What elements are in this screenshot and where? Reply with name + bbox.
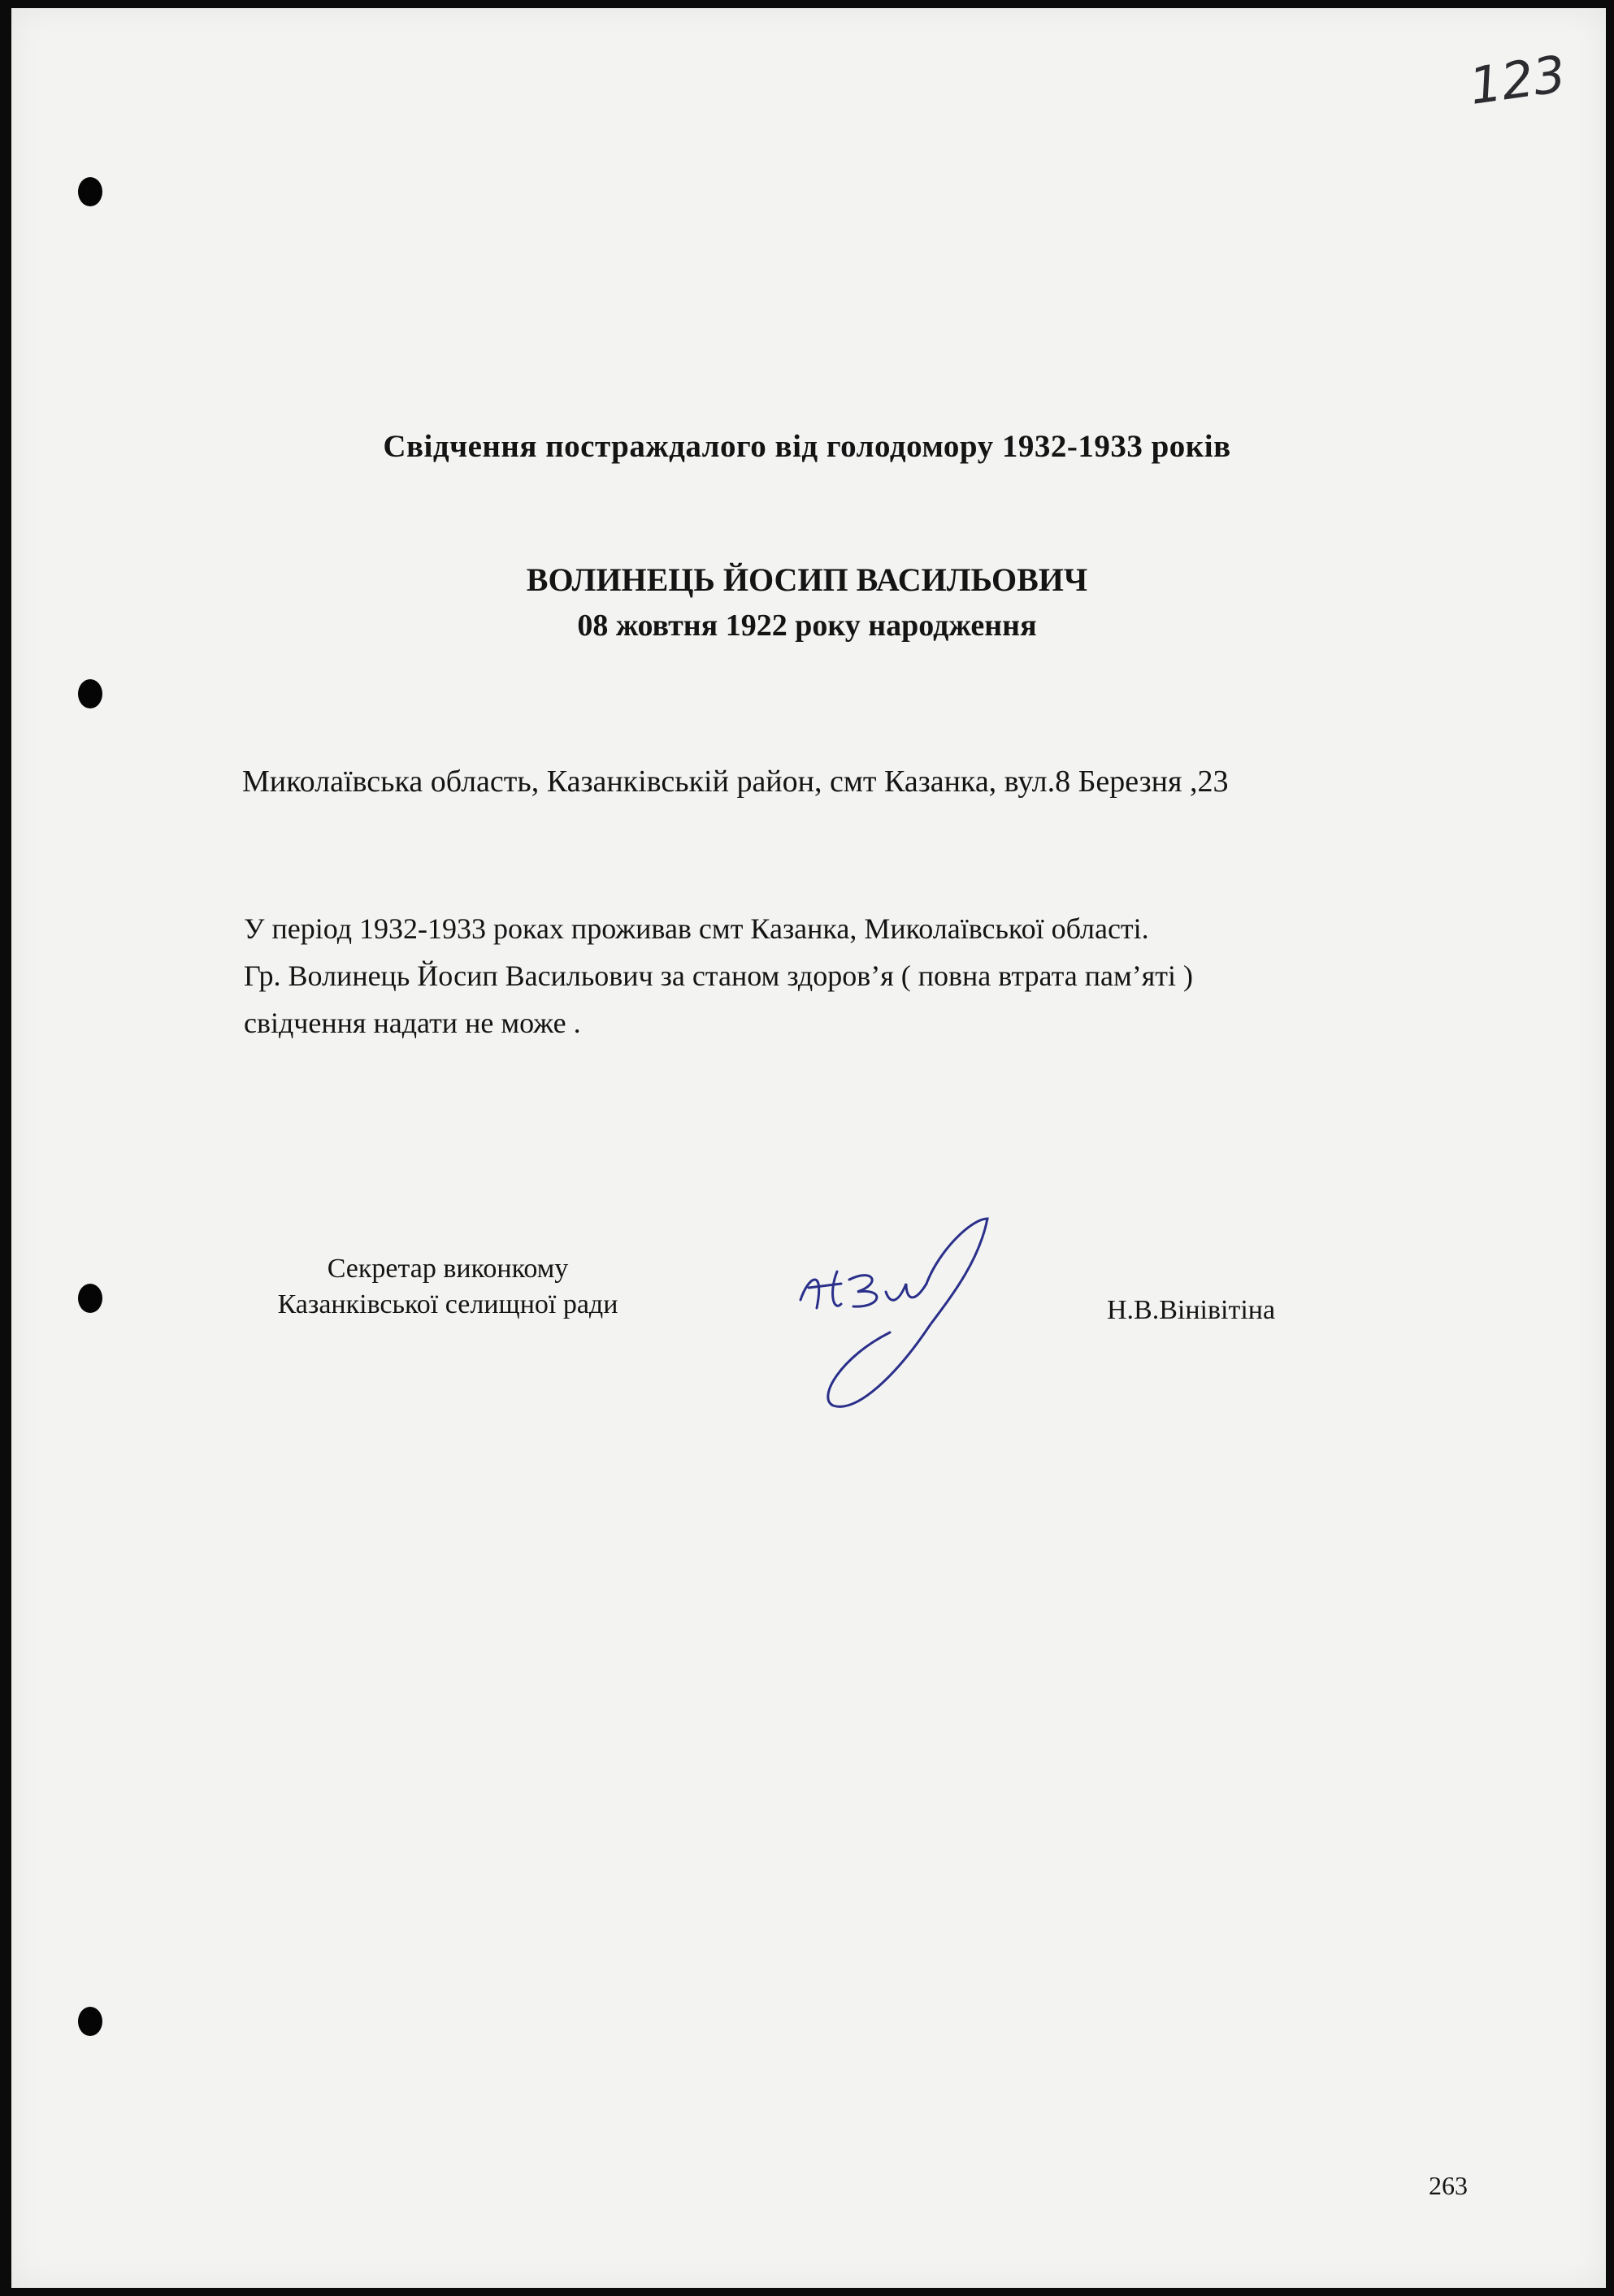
handwritten-signature [792,1202,1044,1438]
birth-date: 08 жовтня 1922 року народження [577,609,1037,643]
signatory-title-line: Казанківської селищної ради [277,1289,618,1319]
punch-hole [78,679,102,708]
body-line: свідчення надати не може . [244,1007,581,1039]
document-title: Свідчення постраждалого від голодомору 1932-1933 років [383,429,1231,464]
page-number: 263 [1429,2171,1468,2200]
punch-hole [78,2007,102,2036]
document-page [11,8,1606,2288]
archive-number: 123 [1465,44,1569,116]
body-line: Гр. Волинець Йосип Васильович за станом здоров’я ( повна втрата пам’яті ) [244,960,1194,992]
address: Миколаївська область, Казанківськiй район, смт Казанка, вул.8 Березня ,23 [242,765,1229,799]
body-line: У період 1932-1933 роках проживав смт Казанка, Миколаївської області. [244,912,1149,945]
signatory-title-line: Секретар виконкому [327,1254,569,1284]
punch-hole [78,177,102,206]
punch-hole [78,1284,102,1313]
signatory-title [241,1251,655,1323]
signatory-name: Н.В.Вінівітіна [1107,1295,1276,1325]
person-name: ВОЛИНЕЦЬ ЙОСИП ВАСИЛЬОВИЧ [526,561,1088,598]
